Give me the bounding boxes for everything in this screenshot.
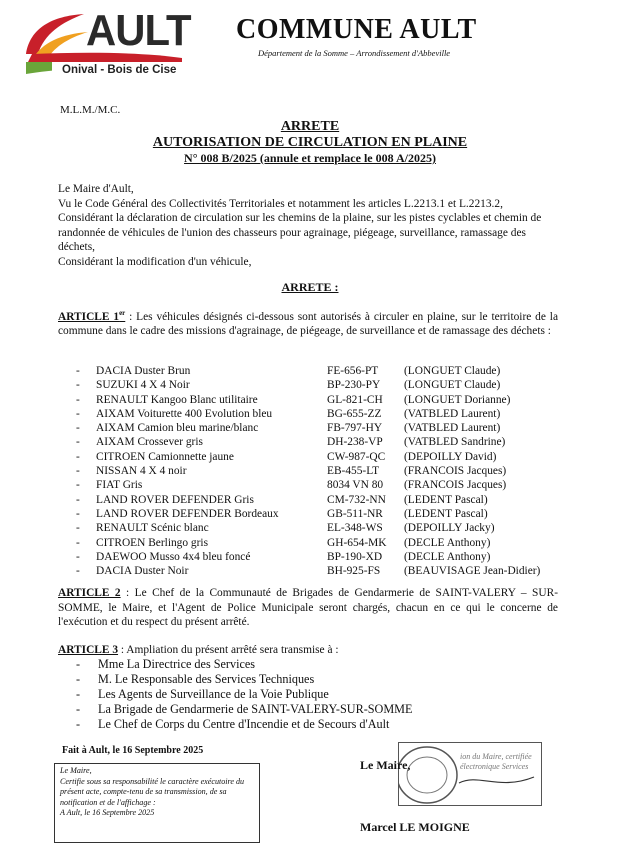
list-bullet: -: [76, 407, 80, 420]
vehicle-owner: (VATBLED Laurent): [404, 422, 501, 435]
certification-notice: [54, 763, 260, 843]
vehicle-owner: (DECLE Anthony): [404, 536, 491, 549]
article-2: [58, 586, 558, 630]
certification-text: Le Maire, Certifie sous sa responsabilité le caractère exécutoire du présent acte, compte-tenu de sa transmission, de sa notification et de l'affichage : A Ault, le 16 Septembre 2025: [60, 766, 245, 817]
list-bullet: -: [76, 436, 80, 449]
list-bullet: -: [76, 507, 80, 520]
vehicle-owner: (LEDENT Pascal): [404, 507, 488, 520]
vehicle-row: [76, 365, 576, 379]
vehicle-row: [76, 394, 576, 408]
vehicle-plate: EB-455-LT: [327, 465, 380, 478]
vehicle-owner: (VATBLED Sandrine): [404, 436, 506, 449]
list-bullet: -: [76, 493, 80, 506]
vehicle-model: AIXAM Camion bleu marine/blanc: [96, 422, 259, 435]
preamble-line: Considérant la déclaration de circulation sur les chemins de la plaine, sur les pistes cyclables et chemin de randonnée de véhicules de l'union des chasseurs pour agrainage, piégeage, surveillance, ramassage des déchets,: [58, 212, 542, 254]
vehicle-plate: DH-238-VP: [327, 436, 383, 449]
commune-logo: [22, 8, 190, 84]
vehicle-row: [76, 379, 576, 393]
vehicle-owner: (VATBLED Laurent): [404, 407, 501, 420]
vehicle-model: NISSAN 4 X 4 noir: [96, 465, 187, 478]
vehicle-model: AIXAM Voiturette 400 Evolution bleu: [96, 407, 273, 420]
vehicle-plate: CM-732-NN: [327, 493, 386, 506]
preamble: [58, 182, 558, 270]
preamble-line: Considérant la modification d'un véhicule,: [58, 255, 252, 268]
list-bullet: -: [76, 365, 80, 377]
vehicle-row: [76, 565, 576, 579]
vehicle-row: [76, 408, 576, 422]
recipient-label: M. Le Responsable des Services Techniques: [98, 672, 315, 686]
article-3-label: ARTICLE 3: [58, 644, 119, 656]
vehicle-model: SUZUKI 4 X 4 Noir: [96, 379, 190, 392]
preamble-line: Vu le Code Général des Collectivités Territoriales et notamment les articles L.2213.1 et L.2213.2,: [58, 197, 503, 210]
article-3-text: : Ampliation du présent arrêté sera transmise à :: [118, 644, 339, 656]
vehicle-plate: CW-987-QC: [327, 450, 386, 463]
vehicle-owner: (LONGUET Claude): [404, 379, 501, 392]
vehicle-owner: (BEAUVISAGE Jean-Didier): [404, 565, 541, 578]
vehicle-model: LAND ROVER DEFENDER Bordeaux: [96, 507, 279, 520]
vehicle-model: DACIA Duster Noir: [96, 565, 189, 578]
vehicle-row: [76, 508, 576, 522]
vehicle-row: [76, 436, 576, 450]
vehicle-plate: GL-821-CH: [327, 393, 383, 406]
article-1-label: ARTICLE 1er: [58, 309, 126, 323]
vehicle-row: [76, 494, 576, 508]
vehicle-row: [76, 522, 576, 536]
list-bullet: -: [76, 379, 80, 392]
logo-subtitle: Onival - Bois de Cise: [62, 64, 177, 76]
recipient-label: La Brigade de Gendarmerie de SAINT-VALERY-SUR-SOMME: [98, 702, 413, 716]
arrete-heading: ARRETE :: [281, 280, 339, 294]
vehicle-row: [76, 551, 576, 565]
vehicle-row: [76, 465, 576, 479]
vehicle-plate: GB-511-NR: [327, 507, 383, 520]
list-bullet: -: [76, 450, 80, 463]
recipient-label: Le Chef de Corps du Centre d'Incendie et de Secours d'Ault: [98, 717, 390, 731]
vehicle-plate: BP-190-XD: [327, 550, 383, 563]
document-number: N° 008 B/2025 (annule et remplace le 008 A/2025): [184, 151, 436, 165]
vehicle-owner: (FRANCOIS Jacques): [404, 479, 507, 492]
signatory-title: Le Maire,: [360, 758, 411, 772]
preamble-line: Le Maire d'Ault,: [58, 183, 134, 195]
list-bullet: -: [76, 550, 80, 563]
vehicle-model: RENAULT Scénic blanc: [96, 522, 209, 535]
vehicle-plate: BP-230-PY: [327, 379, 381, 392]
commune-subtitle: Département de la Somme – Arrondissement d'Abbeville: [258, 48, 451, 58]
article-1: [58, 306, 558, 339]
vehicle-owner: (LEDENT Pascal): [404, 493, 488, 506]
vehicle-plate: FB-797-HY: [327, 422, 383, 435]
article-2-text: : Le Chef de la Communauté de Brigades de Gendarmerie de SAINT-VALERY – SUR-SOMME, le Maire, et l'Agent de Police Municipale seront chargés, chacun en ce qui le concerne de l'exécution et du respect du présent arrêté.: [58, 587, 559, 629]
reference-code: M.L.M./M.C.: [60, 104, 121, 116]
vehicle-model: LAND ROVER DEFENDER Gris: [96, 493, 254, 506]
stamp-text: ion du Maire, certifiée électronique Services: [460, 752, 532, 771]
vehicle-model: DACIA Duster Brun: [96, 365, 191, 377]
list-bullet: -: [76, 393, 80, 406]
recipient-label: Mme La Directrice des Services: [98, 657, 256, 671]
logo-wordmark: AULT: [86, 6, 191, 55]
vehicle-model: DAEWOO Musso 4x4 bleu foncé: [96, 550, 251, 563]
vehicle-owner: (DEPOILLY David): [404, 450, 497, 463]
vehicle-model: AIXAM Crossever gris: [96, 436, 203, 449]
list-bullet: -: [76, 522, 80, 535]
list-bullet: -: [76, 717, 81, 731]
vehicle-plate: EL-348-WS: [327, 522, 383, 535]
vehicle-owner: (LONGUET Claude): [404, 365, 501, 377]
list-bullet: -: [76, 536, 80, 549]
list-bullet: -: [76, 465, 80, 478]
vehicle-owner: (DEPOILLY Jacky): [404, 522, 495, 535]
article-1-text: : Les véhicules désignés ci-dessous sont autorisés à circuler en plaine, sur le territoire de la commune dans le cadre des missions d'agrainage, de piégeage, de surveillance et de ramassage des déchets :: [58, 310, 558, 338]
vehicle-list: [76, 365, 576, 579]
vehicle-model: RENAULT Kangoo Blanc utilitaire: [96, 393, 258, 406]
vehicle-model: CITROEN Berlingo gris: [96, 536, 208, 549]
article-3: [58, 643, 558, 658]
vehicle-plate: FE-656-PT: [327, 365, 379, 377]
vehicle-row: [76, 537, 576, 551]
article-2-label: ARTICLE 2: [58, 587, 121, 599]
vehicle-owner: (FRANCOIS Jacques): [404, 465, 507, 478]
vehicle-row: [76, 479, 576, 493]
commune-title: COMMUNE AULT: [236, 14, 477, 45]
list-bullet: -: [76, 672, 81, 686]
vehicle-model: CITROEN Camionnette jaune: [96, 450, 234, 463]
vehicle-owner: (LONGUET Dorianne): [404, 393, 511, 406]
list-bullet: -: [76, 565, 80, 578]
vehicle-model: FIAT Gris: [96, 479, 143, 492]
list-bullet: -: [76, 687, 81, 701]
list-bullet: -: [76, 702, 81, 716]
list-bullet: -: [76, 479, 80, 492]
vehicle-plate: 8034 VN 80: [327, 479, 384, 492]
signatory-name: Marcel LE MOIGNE: [360, 820, 470, 834]
list-bullet: -: [76, 657, 81, 671]
vehicle-row: [76, 451, 576, 465]
vehicle-plate: BG-655-ZZ: [327, 407, 382, 420]
document-subtitle: AUTORISATION DE CIRCULATION EN PLAINE: [152, 135, 468, 150]
vehicle-plate: BH-925-FS: [327, 565, 381, 578]
vehicle-owner: (DECLE Anthony): [404, 550, 491, 563]
vehicle-row: [76, 422, 576, 436]
list-bullet: -: [76, 422, 80, 435]
document-title: ARRETE: [280, 119, 340, 134]
vehicle-plate: GH-654-MK: [327, 536, 387, 549]
issue-date: Fait à Ault, le 16 Septembre 2025: [62, 745, 204, 756]
recipient-label: Les Agents de Surveillance de la Voie Publique: [98, 687, 329, 701]
